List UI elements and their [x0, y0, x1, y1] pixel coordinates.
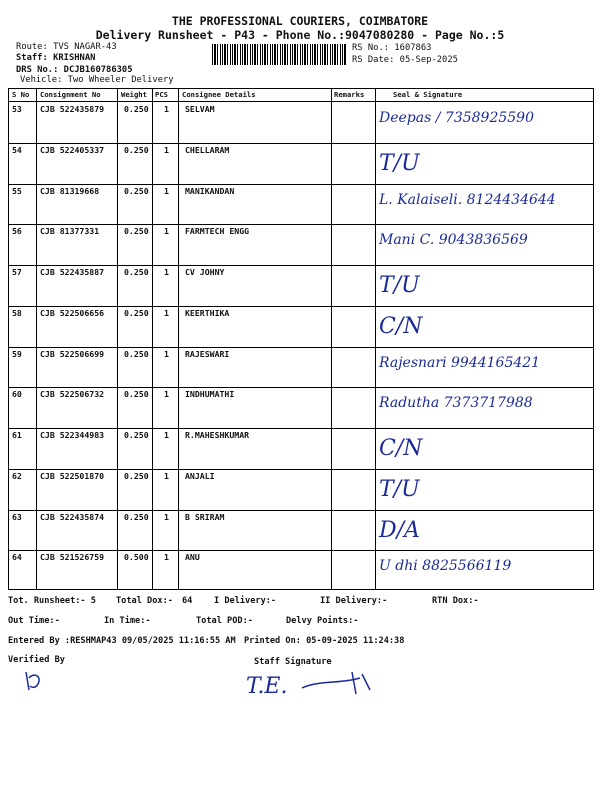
row-pcs: 1 [164, 348, 169, 359]
col-header-pcs: PCS [155, 90, 168, 99]
row-consignment-no: CJB 522344983 [40, 430, 105, 440]
row-signature-hand: Deepas / 7358925590 [379, 110, 534, 126]
in-time: In Time:- [104, 616, 151, 626]
row-signature-hand: C/N [379, 436, 423, 461]
row-pcs: 1 [164, 430, 169, 440]
row-consignee: INDHUMATHI [185, 389, 235, 400]
row-sno: 53 [12, 104, 22, 114]
col-header-remarks: Remarks [334, 90, 365, 99]
row-weight: 0.250 [124, 430, 149, 440]
row-signature-hand: T/U [379, 150, 420, 176]
row-sno: 58 [12, 307, 22, 318]
verified-by: Verified By [8, 655, 65, 665]
row-pcs: 1 [164, 104, 169, 114]
row-sno: 60 [12, 389, 22, 400]
row-consignee: R.MAHESHKUMAR [185, 430, 250, 440]
staff-signature-label: Staff Signature [254, 657, 332, 667]
row-signature-hand: Rajesnari 9944165421 [379, 354, 541, 371]
row-pcs: 1 [164, 307, 169, 318]
row-signature-hand: D/A [379, 517, 420, 543]
row-weight: 0.250 [124, 470, 149, 481]
delvy-points: Delvy Points:- [286, 616, 359, 626]
row-signature-hand: L. Kalaiseli. 8124434644 [379, 191, 556, 208]
row-consignment-no: CJB 522506656 [40, 307, 105, 318]
out-time: Out Time:- [8, 616, 60, 626]
row-weight: 0.250 [124, 511, 149, 522]
row-sno: 64 [12, 552, 22, 563]
row-consignee: FARMTECH ENGG [185, 226, 250, 237]
drs-number: DRS No.: DCJB160786305 [16, 65, 133, 75]
row-pcs: 1 [164, 226, 169, 237]
row-pcs: 1 [164, 511, 169, 522]
row-sno: 61 [12, 430, 22, 440]
rtn-dox: RTN Dox:- [432, 596, 479, 606]
row-consignment-no: CJB 522435879 [40, 104, 105, 114]
row-pcs: 1 [164, 389, 169, 400]
row-signature-hand: T/U [379, 476, 420, 502]
row-consignment-no: CJB 81319668 [40, 185, 100, 196]
row-sno: 57 [12, 267, 22, 277]
entered-by: Entered By :RESHMAP43 09/05/2025 11:16:55 AM [8, 636, 236, 646]
staff: Staff: KRISHNAN [16, 53, 96, 63]
total-dox-label: Total Dox:- [116, 596, 173, 606]
row-sno: 56 [12, 226, 22, 237]
company-title: THE PROFESSIONAL COURIERS, COIMBATORE [171, 14, 429, 28]
row-consignment-no: CJB 522506699 [40, 348, 105, 359]
col-header-seal-signature: Seal & Signature [393, 90, 463, 99]
ii-delivery: II Delivery:- [320, 596, 388, 606]
row-consignment-no: CJB 522405337 [40, 144, 105, 155]
row-consignment-no: CJB 522435887 [40, 267, 105, 277]
row-sno: 63 [12, 511, 22, 522]
row-pcs: 1 [164, 552, 169, 563]
row-signature-hand: U dhi 8825566119 [379, 558, 512, 575]
row-weight: 0.250 [124, 307, 149, 318]
row-sno: 55 [12, 185, 22, 196]
row-consignment-no: CJB 522506732 [40, 389, 105, 400]
row-signature-hand: Radutha 7373717988 [379, 395, 533, 412]
route: Route: TVS NAGAR-43 [16, 42, 117, 52]
col-header-consignment: Consignment No [40, 90, 101, 99]
staff-signature-hand: T.E. [246, 674, 288, 699]
row-weight: 0.500 [124, 552, 149, 563]
row-signature-hand: T/U [379, 273, 420, 298]
row-consignment-no: CJB 522435874 [40, 511, 105, 522]
runsheet-table [8, 88, 594, 590]
row-consignee: CHELLARAM [185, 144, 230, 155]
col-header-sno: S No [12, 90, 30, 99]
runsheet-title: Delivery Runsheet - P43 - Phone No.:9047080280 - Page No.:5 [95, 28, 505, 42]
barcode [212, 44, 347, 65]
row-sno: 62 [12, 470, 22, 481]
row-weight: 0.250 [124, 104, 149, 114]
col-header-consignee: Consignee Details [182, 90, 256, 99]
row-consignee: CV JOHNY [185, 267, 225, 277]
row-pcs: 1 [164, 185, 169, 196]
row-consignee: ANU [185, 552, 200, 563]
row-consignment-no: CJB 521526759 [40, 552, 105, 563]
row-consignee: B SRIRAM [185, 511, 225, 522]
total-pod: Total POD:- [196, 616, 253, 626]
row-weight: 0.250 [124, 267, 149, 277]
row-weight: 0.250 [124, 226, 149, 237]
row-signature-hand: C/N [379, 313, 423, 339]
row-consignee: RAJESWARI [185, 348, 230, 359]
row-pcs: 1 [164, 144, 169, 155]
row-consignee: MANIKANDAN [185, 185, 235, 196]
verified-signature [20, 668, 60, 696]
row-consignment-no: CJB 81377331 [40, 226, 100, 237]
row-consignee: ANJALI [185, 470, 215, 481]
total-dox-value: 64 [182, 596, 193, 606]
row-weight: 0.250 [124, 348, 149, 359]
row-consignment-no: CJB 522501870 [40, 470, 105, 481]
tot-runsheet: Tot. Runsheet:- 5 [8, 596, 96, 606]
printed-on: Printed On: 05-09-2025 11:24:38 [244, 636, 405, 646]
row-pcs: 1 [164, 470, 169, 481]
rs-date: RS Date: 05-Sep-2025 [352, 55, 458, 65]
rs-number: RS No.: 1607863 [352, 43, 432, 53]
row-consignee: SELVAM [185, 104, 215, 114]
row-pcs: 1 [164, 267, 169, 277]
vehicle: Vehicle: Two Wheeler Delivery [20, 75, 174, 85]
row-weight: 0.250 [124, 389, 149, 400]
row-weight: 0.250 [124, 185, 149, 196]
i-delivery: I Delivery:- [214, 596, 277, 606]
row-consignee: KEERTHIKA [185, 307, 230, 318]
staff-signature-scribble [300, 670, 380, 700]
col-header-weight: Weight [121, 90, 147, 99]
row-signature-hand: Mani C. 9043836569 [379, 232, 528, 249]
row-sno: 59 [12, 348, 22, 359]
row-sno: 54 [12, 144, 22, 155]
row-weight: 0.250 [124, 144, 149, 155]
